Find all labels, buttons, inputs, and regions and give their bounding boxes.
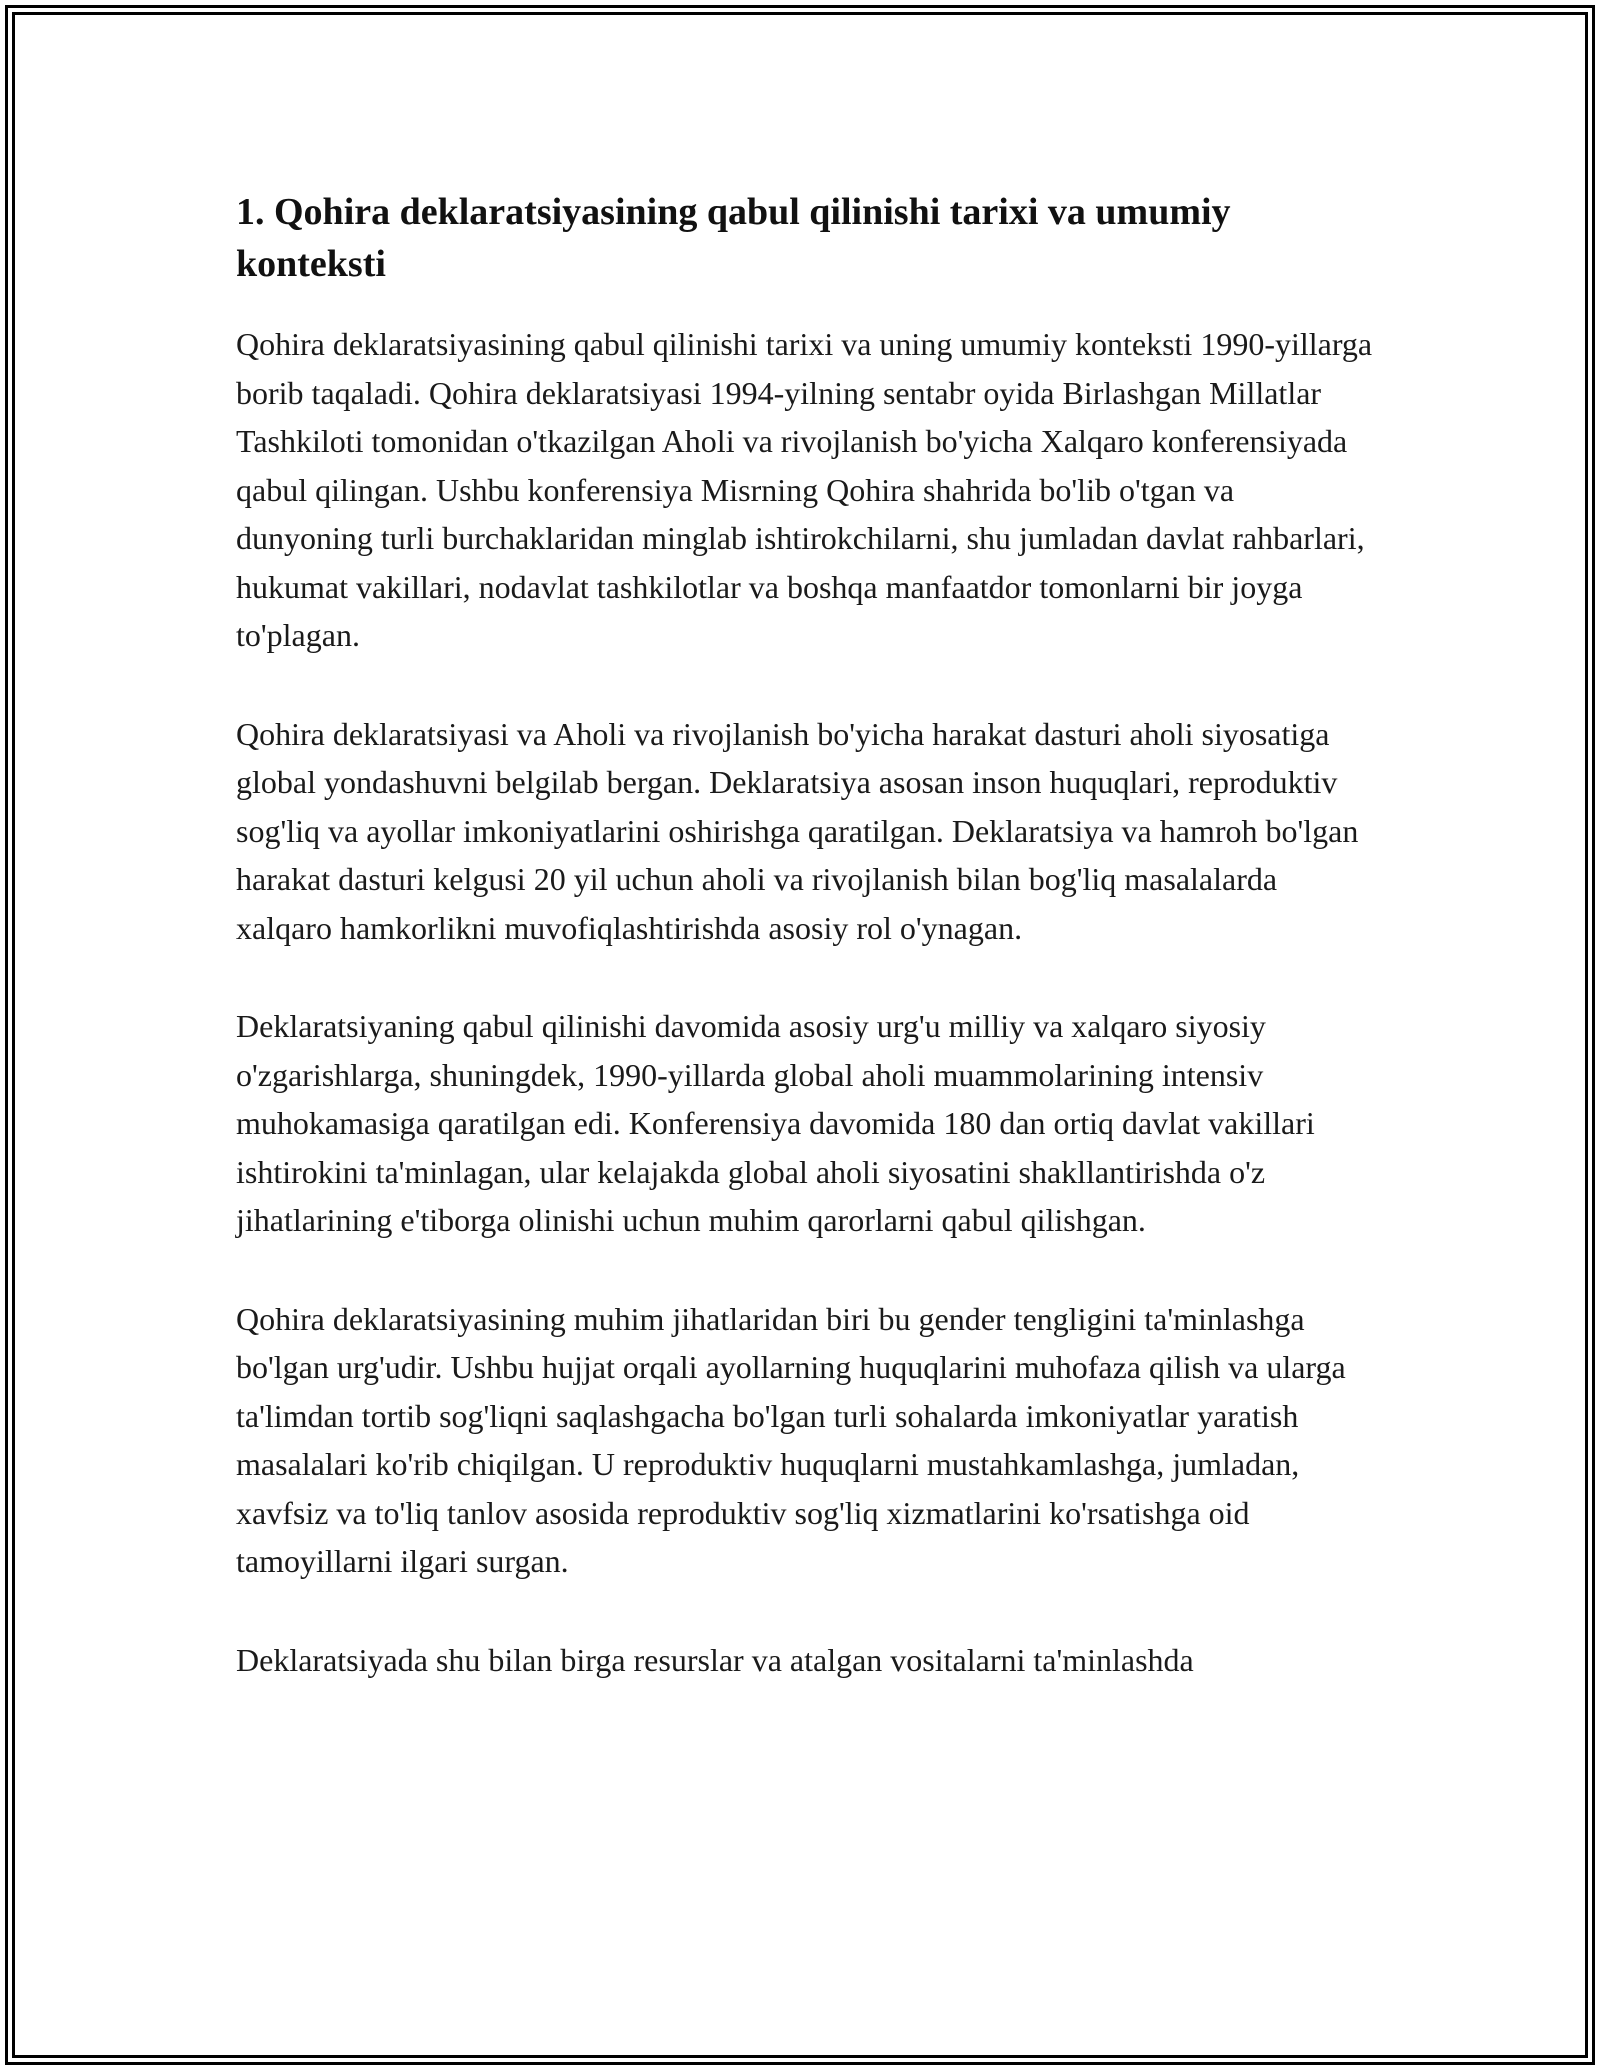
paragraph-5: Deklaratsiyada shu bilan birga resurslar va atalgan vositalarni ta'minlashda	[236, 1641, 1194, 1678]
paragraph-1: Qohira deklaratsiyasining qabul qilinishi tarixi va uning umumiy konteksti 1990-yillarga borib taqaladi. Qohira deklaratsiyasi 1994-yilning sentabr oyida Birlashgan Millatlar Tashkiloti tomonidan o'tkazilgan Aholi va rivojlanish bo'yicha Xalqaro konferensiyada qabul qilingan. Ushbu konferensiya Misrning Qohira shahrida bo'lib o'tgan va dunyoning turli burchaklaridan minglab ishtirokchilarni, shu jumladan davlat rahbarlari, hukumat vakillari, nodavlat tashkilotlar va boshqa manfaatdor tomonlarni bir joyga to'plagan.	[236, 326, 1373, 653]
paragraph-4: Qohira deklaratsiyasining muhim jihatlaridan biri bu gender tengligini ta'minlashga bo'lgan urg'udir. Ushbu hujjat orqali ayollarning huquqlarini muhofaza qilish va ularga ta'limdan tortib sog'liqni saqlashgacha bo'lgan turli sohalarda imkoniyatlar yaratish masalalari ko'rib chiqilgan. U reproduktiv huquqlarni mustahkamlashga, jumladan, xavfsiz va to'liq tanlov asosida reproduktiv sog'liq xizmatlarini ko'rsatishga oid tamoyillarni ilgari surgan.	[236, 1300, 1346, 1579]
paragraph-2: Qohira deklaratsiyasi va Aholi va rivojlanish bo'yicha harakat dasturi aholi siyosatiga global yondashuvni belgilab bergan. Deklaratsiya asosan inson huquqlari, reproduktiv sog'liq va ayollar imkoniyatlarini oshirishga qaratilgan. Deklaratsiya va hamroh bo'lgan harakat dasturi kelgusi 20 yil uchun aholi va rivojlanish bilan bog'liq masalalarda xalqaro hamkorlikni muvofiqlashtirishda asosiy rol o'ynagan.	[236, 715, 1359, 946]
section-heading: 1. Qohira deklaratsiyasining qabul qilinishi tarixi va umumiy konteksti	[236, 191, 1231, 285]
document-body	[236, 186, 1376, 1684]
paragraph-3: Deklaratsiyaning qabul qilinishi davomida asosiy urg'u milliy va xalqaro siyosiy o'zgarishlarga, shuningdek, 1990-yillarda global aholi muammolarining intensiv muhokamasiga qaratilgan edi. Konferensiya davomida 180 dan ortiq davlat vakillari ishtirokini ta'minlagan, ular kelajakda global aholi siyosatini shakllantirishda o'z jihatlarining e'tiborga olinishi uchun muhim qarorlarni qabul qilishgan.	[236, 1008, 1315, 1238]
